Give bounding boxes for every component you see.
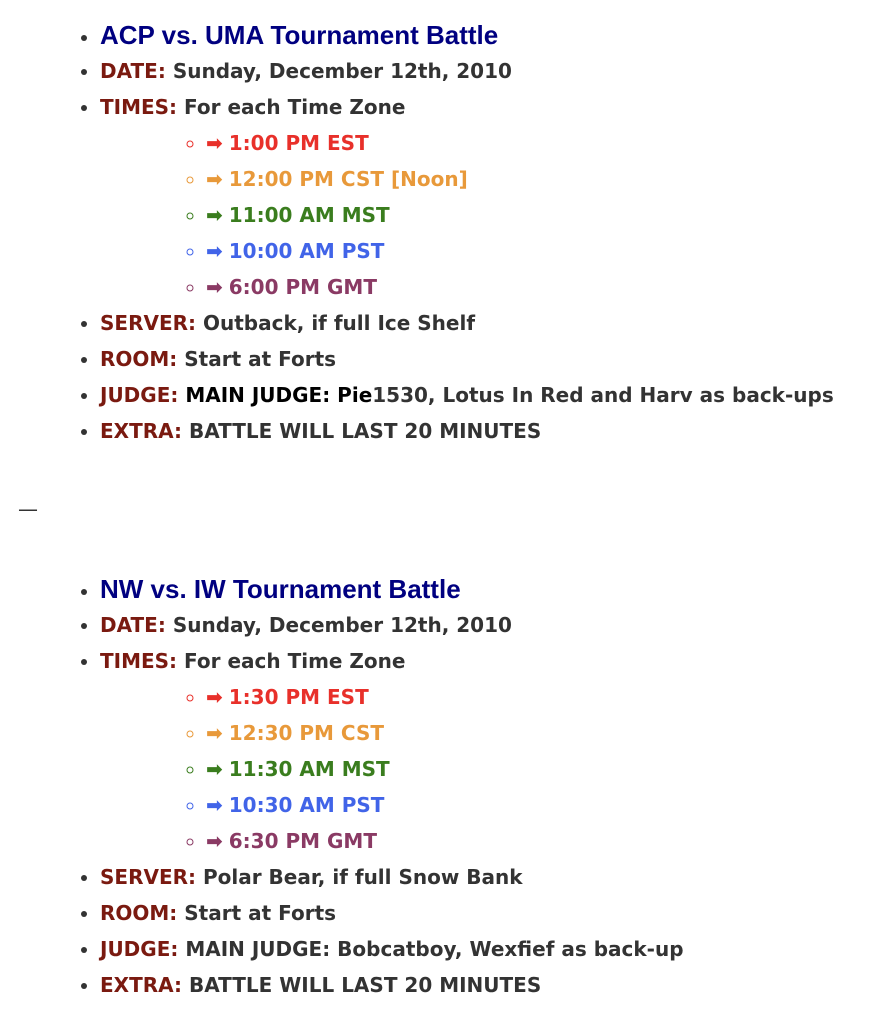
- extra-item: [100, 967, 684, 1003]
- judge-rest: 1530, Lotus In Red and Harv as back-ups: [372, 383, 834, 407]
- judge-item: [100, 377, 834, 413]
- battle-title: NW vs. IW Tournament Battle: [100, 574, 461, 604]
- separator-dash: —: [18, 497, 38, 521]
- right-arrow-icon: ➡: [206, 131, 223, 155]
- judge-main: MAIN JUDGE: Pie: [185, 383, 373, 407]
- time-zone-text: 12:30 PM CST: [228, 721, 385, 745]
- time-zone-item: [206, 125, 834, 161]
- times-value: For each Time Zone: [184, 649, 406, 673]
- room-item: [100, 341, 834, 377]
- server-label: SERVER:: [100, 865, 197, 889]
- server-item: [100, 859, 684, 895]
- time-zone-text: 11:30 AM MST: [228, 757, 390, 781]
- room-item: [100, 895, 684, 931]
- right-arrow-icon: ➡: [206, 275, 223, 299]
- extra-label: EXTRA:: [100, 419, 182, 443]
- date-value: Sunday, December 12th, 2010: [172, 59, 512, 83]
- time-zone-list: [100, 679, 684, 859]
- right-arrow-icon: ➡: [206, 167, 223, 191]
- time-zone-item: [206, 269, 834, 305]
- room-label: ROOM:: [100, 901, 178, 925]
- judge-label: JUDGE:: [100, 383, 179, 407]
- battle-list-nw-iw: [0, 571, 684, 1003]
- right-arrow-icon: ➡: [206, 721, 223, 745]
- extra-item: [100, 413, 834, 449]
- server-item: [100, 305, 834, 341]
- time-zone-text: 11:00 AM MST: [228, 203, 390, 227]
- room-value: Start at Forts: [184, 901, 337, 925]
- time-zone-item: [206, 715, 684, 751]
- time-zone-text: 12:00 PM CST [Noon]: [228, 167, 468, 191]
- server-value: Polar Bear, if full Snow Bank: [202, 865, 523, 889]
- time-zone-item: [206, 823, 684, 859]
- date-item: [100, 607, 684, 643]
- server-value: Outback, if full Ice Shelf: [202, 311, 476, 335]
- right-arrow-icon: ➡: [206, 203, 223, 227]
- right-arrow-icon: ➡: [206, 685, 223, 709]
- date-label: DATE:: [100, 613, 166, 637]
- judge-item: [100, 931, 684, 967]
- times-item: [100, 89, 834, 305]
- extra-value: BATTLE WILL LAST 20 MINUTES: [188, 419, 542, 443]
- time-zone-text: 1:00 PM EST: [228, 131, 369, 155]
- extra-label: EXTRA:: [100, 973, 182, 997]
- battle-title-item: [100, 571, 684, 607]
- judge-value: MAIN JUDGE: Bobcatboy, Wexfief as back-up: [185, 937, 684, 961]
- time-zone-item: [206, 233, 834, 269]
- right-arrow-icon: ➡: [206, 757, 223, 781]
- time-zone-text: 10:30 AM PST: [228, 793, 385, 817]
- time-zone-item: [206, 751, 684, 787]
- extra-value: BATTLE WILL LAST 20 MINUTES: [188, 973, 542, 997]
- date-label: DATE:: [100, 59, 166, 83]
- date-item: [100, 53, 834, 89]
- times-item: [100, 643, 684, 859]
- right-arrow-icon: ➡: [206, 793, 223, 817]
- battle-list-acp-uma: [0, 17, 834, 449]
- time-zone-text: 6:00 PM GMT: [228, 275, 377, 299]
- judge-label: JUDGE:: [100, 937, 179, 961]
- battle-title-item: [100, 17, 834, 53]
- server-label: SERVER:: [100, 311, 197, 335]
- date-value: Sunday, December 12th, 2010: [172, 613, 512, 637]
- time-zone-text: 10:00 AM PST: [228, 239, 385, 263]
- time-zone-item: [206, 679, 684, 715]
- time-zone-text: 6:30 PM GMT: [228, 829, 377, 853]
- right-arrow-icon: ➡: [206, 239, 223, 263]
- times-value: For each Time Zone: [184, 95, 406, 119]
- times-label: TIMES:: [100, 95, 178, 119]
- times-label: TIMES:: [100, 649, 178, 673]
- time-zone-item: [206, 161, 834, 197]
- time-zone-item: [206, 197, 834, 233]
- room-label: ROOM:: [100, 347, 178, 371]
- time-zone-text: 1:30 PM EST: [228, 685, 369, 709]
- room-value: Start at Forts: [184, 347, 337, 371]
- battle-title: ACP vs. UMA Tournament Battle: [100, 20, 499, 50]
- time-zone-list: [100, 125, 834, 305]
- right-arrow-icon: ➡: [206, 829, 223, 853]
- time-zone-item: [206, 787, 684, 823]
